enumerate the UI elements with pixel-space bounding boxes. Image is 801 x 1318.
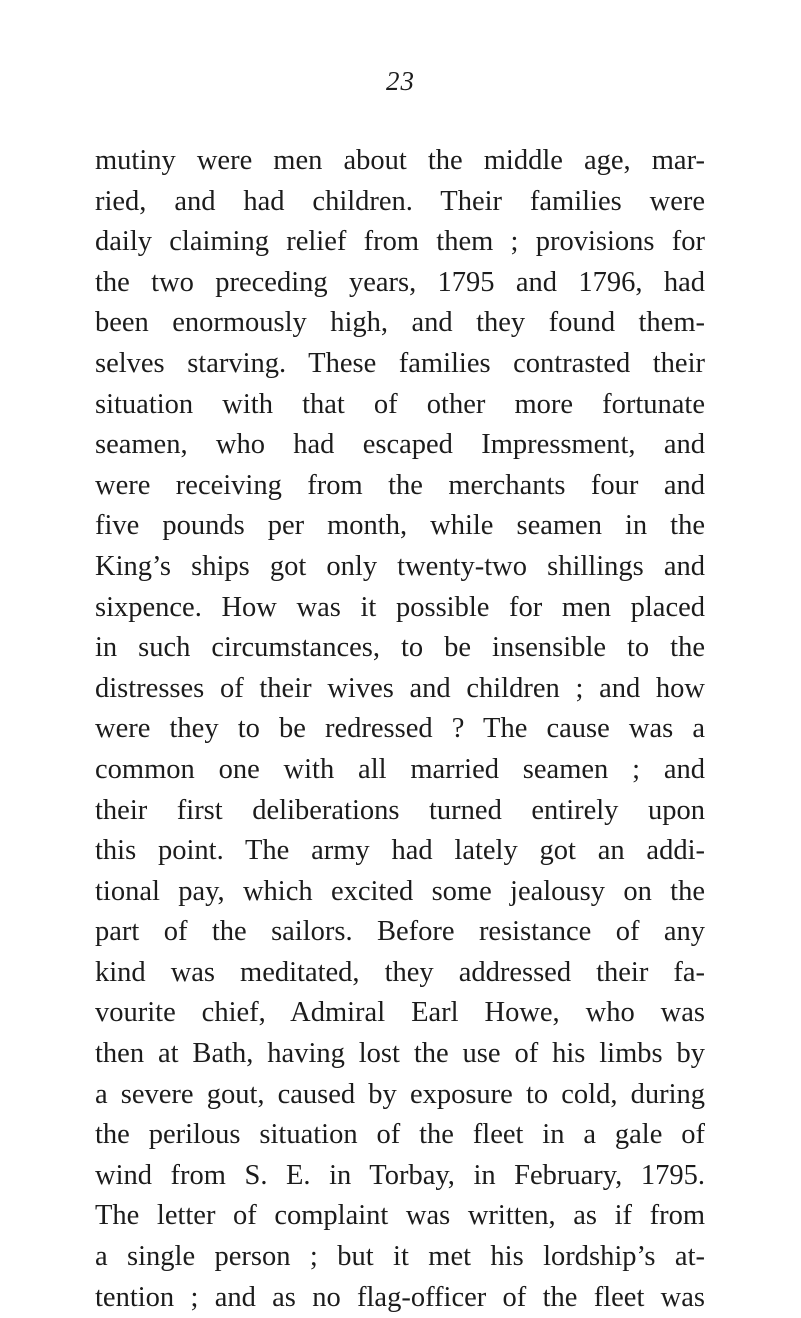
text-line: King’s ships got only twenty-two shillings and xyxy=(95,550,705,582)
text-line: ried, and had children. Their families were xyxy=(95,185,705,217)
body-text xyxy=(95,141,705,1318)
text-line: then at Bath, having lost the use of his limbs by xyxy=(95,1038,705,1070)
text-line: daily claiming relief from them ; provisions for xyxy=(95,226,705,258)
text-line: kind was meditated, they addressed their fa- xyxy=(95,956,705,988)
text-line: vourite chief, Admiral Earl Howe, who was xyxy=(95,997,705,1029)
text-line: part of the sailors. Before resistance of any xyxy=(95,916,705,948)
text-line: wind from S. E. in Torbay, in February, 1795. xyxy=(95,1159,705,1191)
text-line: five pounds per month, while seamen in the xyxy=(95,510,705,542)
text-line: the perilous situation of the fleet in a gale of xyxy=(95,1119,705,1151)
text-line: a severe gout, caused by exposure to cold, during xyxy=(95,1078,705,1110)
text-line: tional pay, which excited some jealousy on the xyxy=(95,875,705,907)
text-line: distresses of their wives and children ; and how xyxy=(95,672,705,704)
text-line: in such circumstances, to be insensible to the xyxy=(95,632,705,664)
text-line: were receiving from the merchants four and xyxy=(95,469,705,501)
text-line: were they to be redressed ? The cause was a xyxy=(95,713,705,745)
text-line: common one with all married seamen ; and xyxy=(95,753,705,785)
page-number: 23 xyxy=(386,66,415,96)
text-line: The letter of complaint was written, as if from xyxy=(95,1200,705,1232)
text-line: this point. The army had lately got an addi- xyxy=(95,835,705,867)
text-line: tention ; and as no flag-officer of the fleet was xyxy=(95,1281,705,1313)
text-line: a single person ; but it met his lordship’s at- xyxy=(95,1241,705,1273)
text-line: been enormously high, and they found them- xyxy=(95,307,705,339)
text-line: seamen, who had escaped Impressment, and xyxy=(95,429,705,461)
text-line: situation with that of other more fortunate xyxy=(95,388,705,420)
text-line: their first deliberations turned entirely upon xyxy=(95,794,705,826)
text-line: selves starving. These families contrasted their xyxy=(95,347,705,379)
text-line: mutiny were men about the middle age, mar- xyxy=(95,145,705,176)
text-line: sixpence. How was it possible for men placed xyxy=(95,591,705,623)
text-line: the two preceding years, 1795 and 1796, had xyxy=(95,266,705,298)
